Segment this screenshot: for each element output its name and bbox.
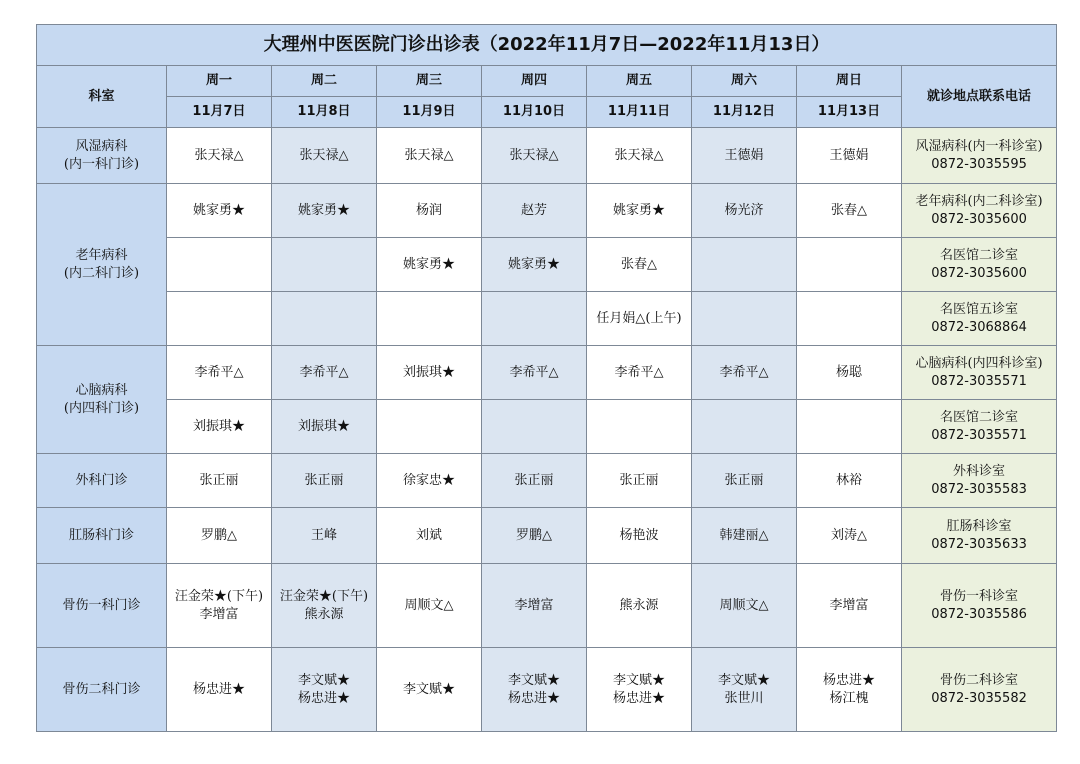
- contact-cell: [902, 564, 1057, 648]
- dept-header: 科室: [37, 66, 167, 128]
- doctor-cell: [692, 128, 797, 184]
- doctor-name: 王峰: [310, 527, 337, 543]
- weekday-header: 周四: [482, 66, 587, 97]
- contact-cell: [902, 184, 1057, 238]
- doctor-name: 周顺文△: [404, 597, 454, 613]
- table-row: [37, 400, 1057, 454]
- contact-header: 就诊地点联系电话: [902, 66, 1057, 128]
- doctor-name: 张正丽: [199, 472, 239, 488]
- doctor-cell: [587, 648, 692, 732]
- doctor-name: 杨忠进★: [822, 672, 875, 688]
- weekday-header: 周五: [587, 66, 692, 97]
- doctor-name: 李增富: [199, 606, 239, 622]
- doctor-cell: [272, 238, 377, 292]
- date-header: 11月7日: [167, 97, 272, 128]
- doctor-name: 刘涛△: [831, 527, 867, 543]
- doctor-name: 杨忠进★: [192, 681, 245, 697]
- doctor-name: 姚家勇★: [612, 202, 665, 218]
- doctor-name: 李增富: [829, 597, 869, 613]
- doctor-name: 李希平△: [614, 364, 664, 380]
- date-header: 11月13日: [797, 97, 902, 128]
- doctor-cell: [377, 238, 482, 292]
- doctor-name: 刘振琪★: [297, 418, 350, 434]
- doctor-name: 李希平△: [194, 364, 244, 380]
- table-row: [37, 508, 1057, 564]
- clinic-room: 老年病科(内二科诊室): [915, 193, 1043, 209]
- weekday-header: 周六: [692, 66, 797, 97]
- doctor-cell: [272, 292, 377, 346]
- doctor-cell: [587, 238, 692, 292]
- doctor-name: 杨江槐: [829, 690, 869, 706]
- doctor-name: 张世川: [724, 690, 764, 706]
- doctor-cell: [692, 454, 797, 508]
- doctor-name: 林裕: [835, 472, 862, 488]
- doctor-cell: [167, 454, 272, 508]
- doctor-name: 张正丽: [304, 472, 344, 488]
- doctor-cell: [797, 454, 902, 508]
- doctor-cell: [482, 292, 587, 346]
- phone-number: 0872-3035586: [931, 606, 1027, 622]
- phone-number: 0872-3035595: [931, 156, 1027, 172]
- doctor-cell: [797, 238, 902, 292]
- doctor-name: 李文赋★: [297, 672, 350, 688]
- department-name: [37, 508, 167, 564]
- doctor-name: 杨润: [415, 202, 442, 218]
- doctor-cell: [587, 346, 692, 400]
- doctor-cell: [272, 508, 377, 564]
- doctor-cell: [587, 400, 692, 454]
- doctor-name: 刘振琪★: [402, 364, 455, 380]
- doctor-cell: [377, 454, 482, 508]
- doctor-cell: [482, 454, 587, 508]
- weekday-header: 周一: [167, 66, 272, 97]
- doctor-cell: [692, 184, 797, 238]
- department-name-line: 骨伤二科门诊: [62, 681, 141, 697]
- doctor-cell: [167, 648, 272, 732]
- date-header: 11月10日: [482, 97, 587, 128]
- clinic-room: 风湿病科(内一科诊室): [915, 138, 1043, 154]
- doctor-name: 杨艳波: [619, 527, 659, 543]
- table-row: [37, 128, 1057, 184]
- clinic-room: 名医馆二诊室: [940, 409, 1019, 425]
- doctor-cell: [377, 292, 482, 346]
- doctor-cell: [797, 648, 902, 732]
- table-row: [37, 346, 1057, 400]
- phone-number: 0872-3035582: [931, 690, 1027, 706]
- doctor-name: 李文赋★: [717, 672, 770, 688]
- doctor-name: 杨忠进★: [297, 690, 350, 706]
- doctor-cell: [692, 346, 797, 400]
- doctor-cell: [797, 400, 902, 454]
- doctor-name: 姚家勇★: [507, 256, 560, 272]
- doctor-cell: [482, 184, 587, 238]
- doctor-cell: [692, 238, 797, 292]
- phone-number: 0872-3068864: [931, 319, 1027, 335]
- doctor-name: 赵芳: [520, 202, 547, 218]
- table-row: [37, 648, 1057, 732]
- doctor-cell: [272, 400, 377, 454]
- doctor-name: 罗鹏△: [516, 527, 552, 543]
- department-name-line: (内一科门诊): [63, 156, 140, 172]
- doctor-cell: [692, 508, 797, 564]
- doctor-cell: [482, 400, 587, 454]
- doctor-cell: [797, 184, 902, 238]
- clinic-room: 肛肠科诊室: [946, 518, 1012, 534]
- department-name-line: 肛肠科门诊: [68, 527, 134, 543]
- doctor-name: 李希平△: [509, 364, 559, 380]
- doctor-cell: [587, 508, 692, 564]
- doctor-name: 张正丽: [619, 472, 659, 488]
- doctor-cell: [692, 400, 797, 454]
- doctor-cell: [377, 564, 482, 648]
- table-row: [37, 292, 1057, 346]
- clinic-room: 骨伤一科诊室: [940, 588, 1019, 604]
- doctor-cell: [167, 508, 272, 564]
- department-name-line: 风湿病科: [75, 138, 128, 154]
- doctor-name: 杨光济: [724, 202, 764, 218]
- department-name-line: 老年病科: [75, 247, 128, 263]
- department-name: [37, 184, 167, 346]
- contact-cell: [902, 238, 1057, 292]
- phone-number: 0872-3035600: [931, 265, 1027, 281]
- contact-cell: [902, 454, 1057, 508]
- doctor-name: 李文赋★: [612, 672, 665, 688]
- doctor-cell: [167, 128, 272, 184]
- contact-cell: [902, 292, 1057, 346]
- doctor-cell: [482, 346, 587, 400]
- doctor-cell: [167, 292, 272, 346]
- doctor-cell: [797, 128, 902, 184]
- department-name-line: (内二科门诊): [63, 265, 140, 281]
- contact-cell: [902, 648, 1057, 732]
- page-title: 大理州中医医院门诊出诊表（2022年11月7日—2022年11月13日）: [37, 25, 1057, 66]
- doctor-cell: [377, 128, 482, 184]
- table-row: [37, 238, 1057, 292]
- doctor-cell: [692, 564, 797, 648]
- weekday-header: 周日: [797, 66, 902, 97]
- table-row: [37, 454, 1057, 508]
- doctor-cell: [482, 508, 587, 564]
- department-name-line: 骨伤一科门诊: [62, 597, 141, 613]
- department-name: [37, 346, 167, 454]
- doctor-cell: [482, 238, 587, 292]
- doctor-cell: [272, 454, 377, 508]
- weekday-header: 周二: [272, 66, 377, 97]
- doctor-name: 罗鹏△: [201, 527, 237, 543]
- doctor-name: 张天禄△: [299, 147, 349, 163]
- clinic-room: 名医馆二诊室: [940, 247, 1019, 263]
- contact-cell: [902, 400, 1057, 454]
- doctor-cell: [587, 292, 692, 346]
- clinic-room: 名医馆五诊室: [940, 301, 1019, 317]
- doctor-cell: [167, 346, 272, 400]
- department-name: [37, 454, 167, 508]
- schedule-table: [36, 24, 1057, 732]
- phone-number: 0872-3035633: [931, 536, 1027, 552]
- doctor-cell: [797, 346, 902, 400]
- doctor-cell: [797, 292, 902, 346]
- doctor-name: 杨忠进★: [612, 690, 665, 706]
- doctor-name: 王德娟: [724, 147, 764, 163]
- weekday-header: 周三: [377, 66, 482, 97]
- doctor-cell: [482, 564, 587, 648]
- doctor-name: 刘振琪★: [192, 418, 245, 434]
- doctor-name: 汪金荣★(下午): [279, 588, 369, 604]
- doctor-name: 杨忠进★: [507, 690, 560, 706]
- date-header: 11月11日: [587, 97, 692, 128]
- doctor-name: 姚家勇★: [192, 202, 245, 218]
- doctor-name: 王德娟: [829, 147, 869, 163]
- doctor-cell: [167, 238, 272, 292]
- doctor-cell: [587, 184, 692, 238]
- doctor-cell: [272, 564, 377, 648]
- doctor-name: 李希平△: [299, 364, 349, 380]
- doctor-name: 韩建丽△: [719, 527, 769, 543]
- department-name: [37, 564, 167, 648]
- date-header: 11月12日: [692, 97, 797, 128]
- doctor-name: 徐家忠★: [402, 472, 455, 488]
- table-row: [37, 564, 1057, 648]
- doctor-name: 姚家勇★: [402, 256, 455, 272]
- doctor-cell: [377, 346, 482, 400]
- doctor-cell: [482, 648, 587, 732]
- schedule-body: [37, 128, 1057, 732]
- doctor-cell: [587, 454, 692, 508]
- clinic-room: 外科诊室: [953, 463, 1006, 479]
- doctor-name: 李文赋★: [402, 681, 455, 697]
- doctor-cell: [482, 128, 587, 184]
- date-header: 11月9日: [377, 97, 482, 128]
- doctor-name: 张正丽: [724, 472, 764, 488]
- clinic-room: 心脑病科(内四科诊室): [915, 355, 1043, 371]
- doctor-name: 任月娟△(上午): [596, 310, 682, 326]
- doctor-cell: [272, 128, 377, 184]
- doctor-name: 张正丽: [514, 472, 554, 488]
- phone-number: 0872-3035571: [931, 427, 1027, 443]
- doctor-name: 汪金荣★(下午): [174, 588, 264, 604]
- date-header: 11月8日: [272, 97, 377, 128]
- doctor-cell: [167, 564, 272, 648]
- doctor-cell: [377, 400, 482, 454]
- contact-cell: [902, 346, 1057, 400]
- doctor-name: 李文赋★: [507, 672, 560, 688]
- department-name-line: 外科门诊: [75, 472, 128, 488]
- department-name-line: 心脑病科: [75, 382, 128, 398]
- doctor-cell: [587, 564, 692, 648]
- department-name: [37, 648, 167, 732]
- doctor-cell: [272, 648, 377, 732]
- doctor-cell: [167, 184, 272, 238]
- doctor-cell: [377, 184, 482, 238]
- doctor-name: 熊永源: [619, 597, 659, 613]
- doctor-name: 杨聪: [835, 364, 862, 380]
- doctor-cell: [272, 346, 377, 400]
- table-row: [37, 184, 1057, 238]
- phone-number: 0872-3035571: [931, 373, 1027, 389]
- clinic-room: 骨伤二科诊室: [940, 672, 1019, 688]
- doctor-name: 刘斌: [415, 527, 442, 543]
- doctor-name: 周顺文△: [719, 597, 769, 613]
- doctor-cell: [377, 648, 482, 732]
- doctor-name: 张天禄△: [509, 147, 559, 163]
- doctor-name: 张天禄△: [614, 147, 664, 163]
- contact-cell: [902, 508, 1057, 564]
- doctor-name: 李希平△: [719, 364, 769, 380]
- doctor-name: 张天禄△: [194, 147, 244, 163]
- doctor-cell: [692, 648, 797, 732]
- phone-number: 0872-3035583: [931, 481, 1027, 497]
- department-name: [37, 128, 167, 184]
- doctor-name: 熊永源: [304, 606, 344, 622]
- doctor-cell: [272, 184, 377, 238]
- doctor-cell: [587, 128, 692, 184]
- phone-number: 0872-3035600: [931, 211, 1027, 227]
- doctor-cell: [167, 400, 272, 454]
- doctor-name: 张春△: [621, 256, 657, 272]
- department-name-line: (内四科门诊): [63, 400, 140, 416]
- doctor-name: 张天禄△: [404, 147, 454, 163]
- doctor-cell: [377, 508, 482, 564]
- contact-cell: [902, 128, 1057, 184]
- doctor-cell: [797, 564, 902, 648]
- doctor-cell: [797, 508, 902, 564]
- doctor-name: 李增富: [514, 597, 554, 613]
- doctor-name: 张春△: [831, 202, 867, 218]
- doctor-cell: [692, 292, 797, 346]
- doctor-name: 姚家勇★: [297, 202, 350, 218]
